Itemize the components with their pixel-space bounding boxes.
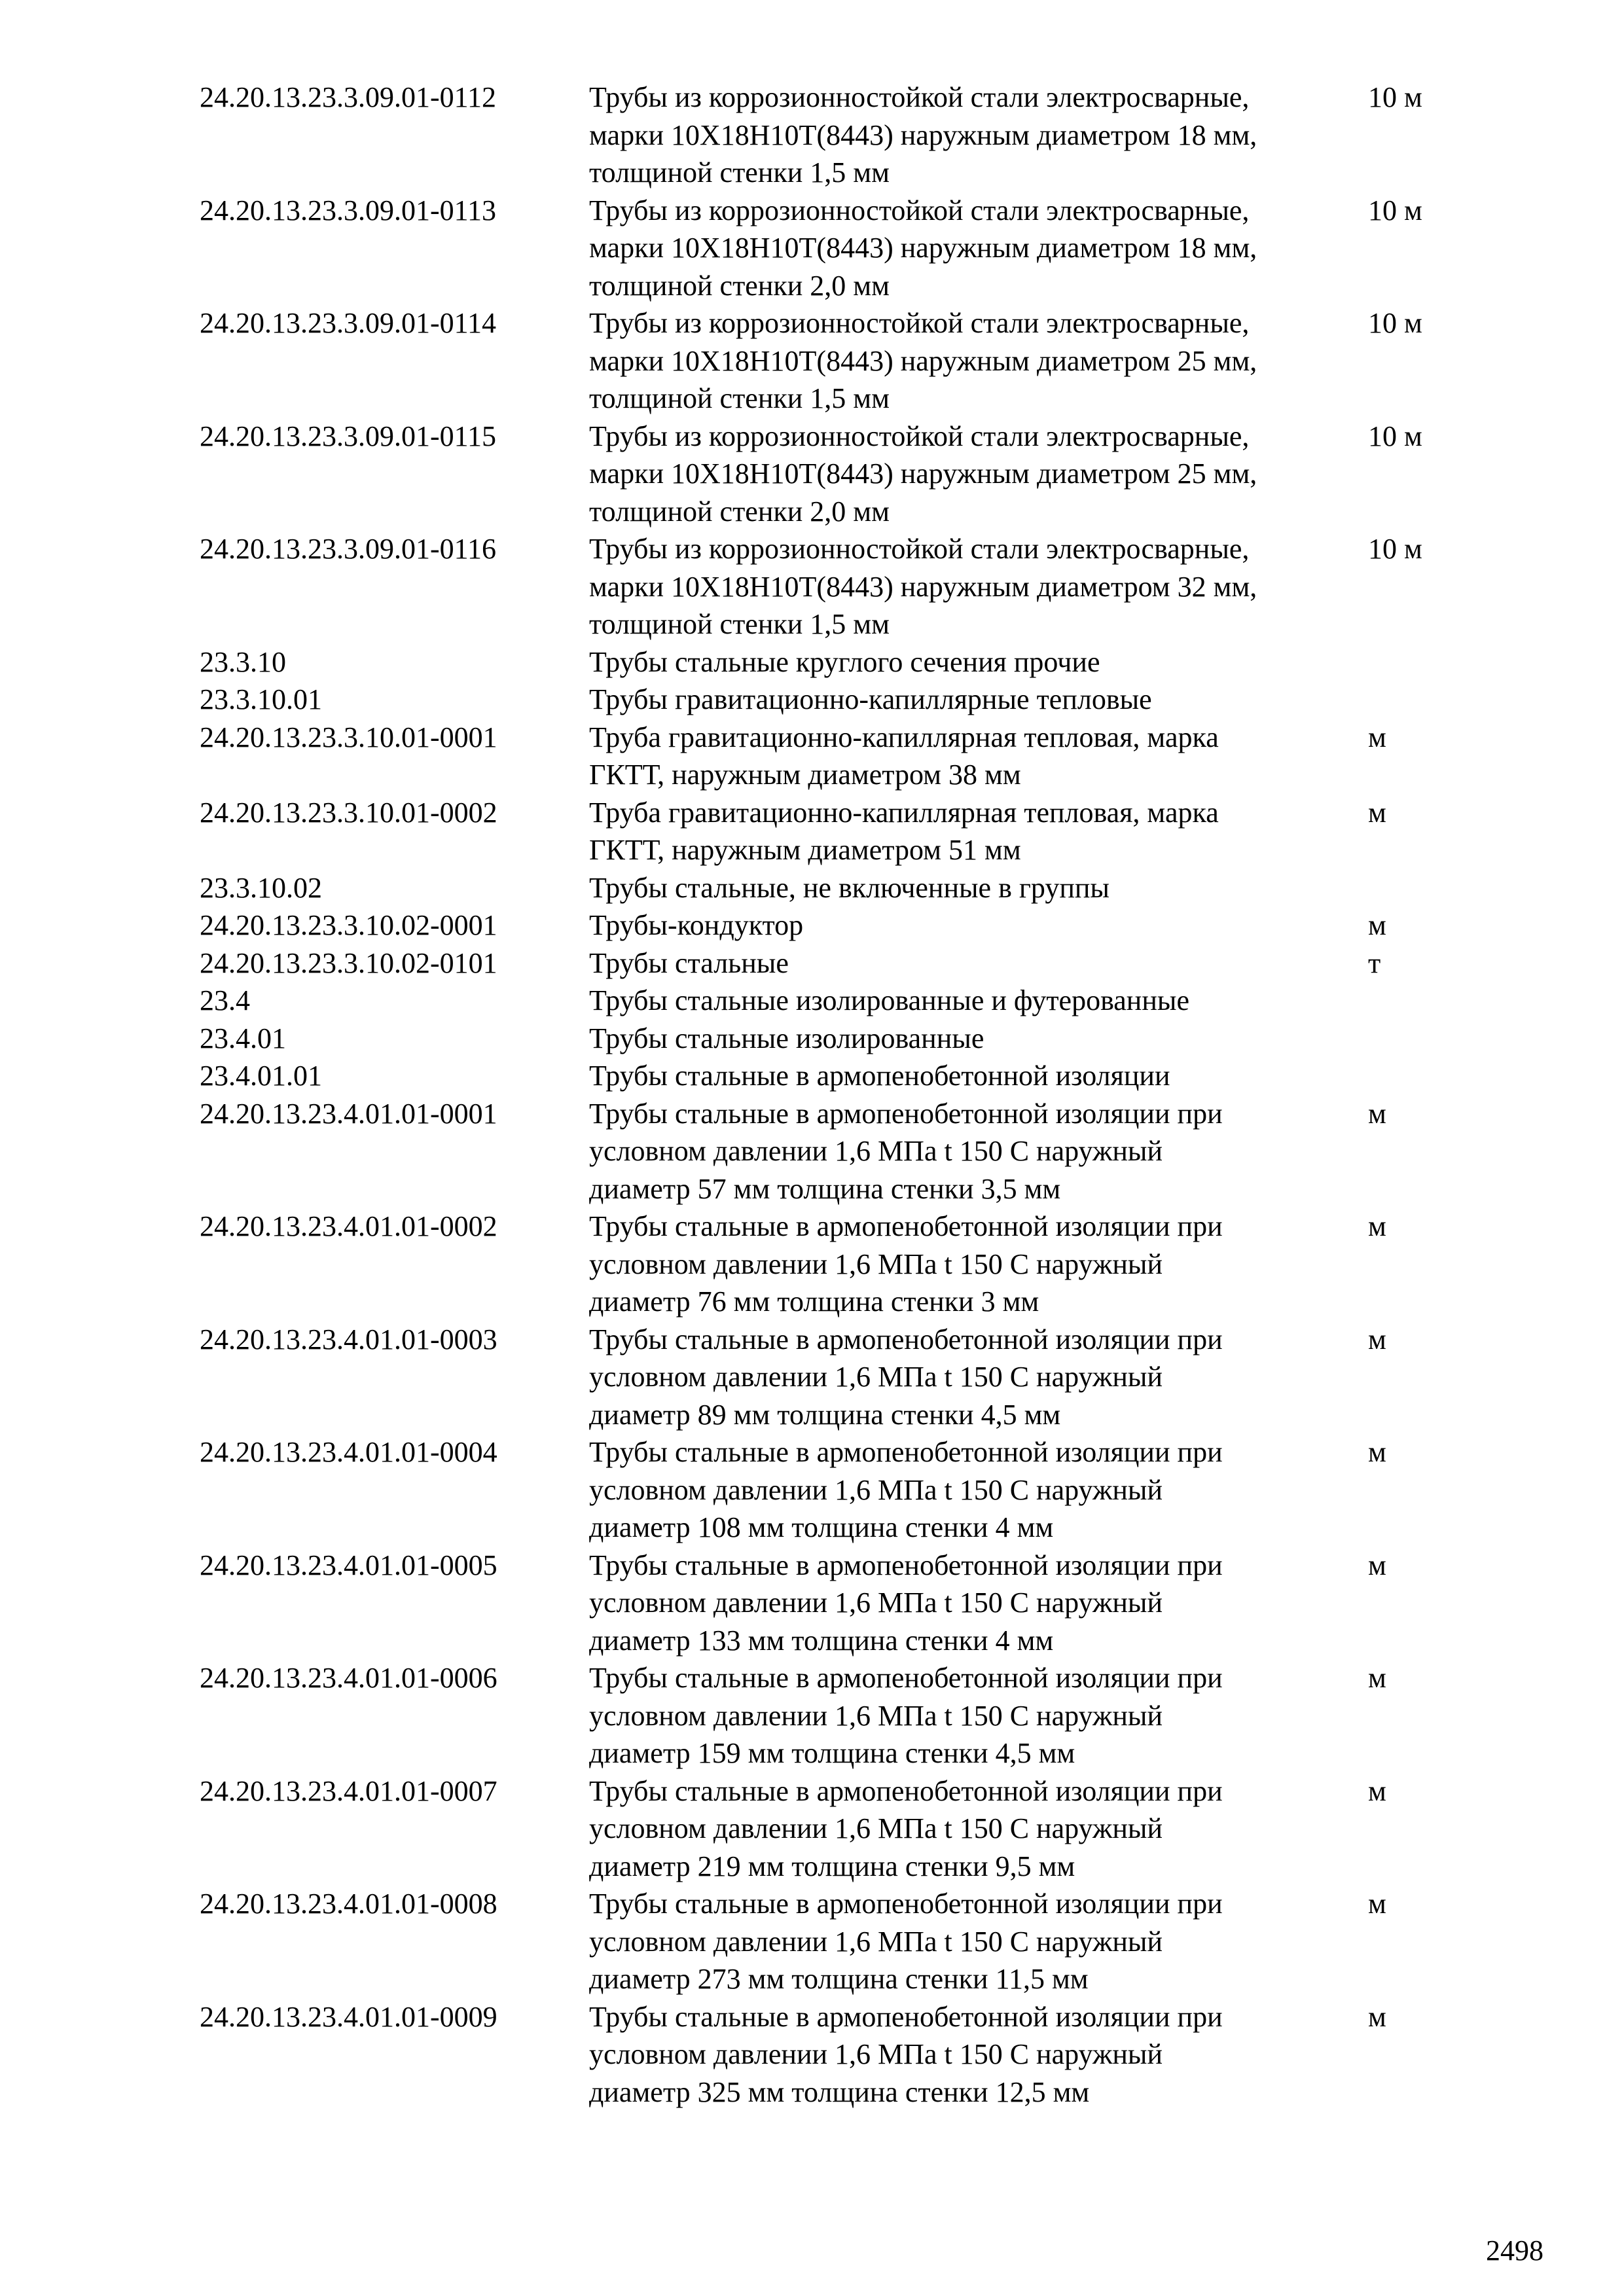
resource-code: 24.20.13.23.3.10.02-0001 xyxy=(200,909,497,941)
resource-name xyxy=(589,719,1368,794)
resource-name xyxy=(589,1772,1368,1886)
resource-name xyxy=(589,304,1368,418)
resource-code: 24.20.13.23.3.09.01-0116 xyxy=(200,533,497,565)
resource-code: 24.20.13.23.3.09.01-0115 xyxy=(200,420,497,452)
resource-name-line: толщиной стенки 1,5 мм xyxy=(589,608,890,640)
table-row xyxy=(200,944,1483,982)
resource-code: 23.3.10 xyxy=(200,645,286,678)
resource-name-line: марки 10Х18Н10Т(8443) наружным диаметром 32 мм, xyxy=(589,570,1257,603)
unit-of-measure xyxy=(1368,681,1483,719)
page-number: 2498 xyxy=(1486,2234,1543,2267)
unit-of-measure xyxy=(1368,643,1483,681)
resource-name-line: диаметр 325 мм толщина стенки 12,5 мм xyxy=(589,2075,1090,2108)
resource-name-line: условном давлении 1,6 МПа t 150 С наружный xyxy=(589,1587,1163,1619)
resource-name-line: диаметр 89 мм толщина стенки 4,5 мм xyxy=(589,1398,1061,1431)
resource-name-line: марки 10Х18Н10Т(8443) наружным диаметром 18 мм, xyxy=(589,232,1257,264)
resource-name-line: Трубы стальные в армопенобетонной изоляции при xyxy=(589,1210,1223,1242)
resource-name xyxy=(589,1998,1368,2111)
resource-name-line: Трубы из коррозионностойкой стали электросварные, xyxy=(589,194,1250,226)
resource-name xyxy=(589,1433,1368,1547)
table-row xyxy=(200,1659,1483,1772)
unit-of-measure: м xyxy=(1368,1888,1386,1920)
unit-of-measure: м xyxy=(1368,796,1386,829)
resource-name-line: диаметр 159 мм толщина стенки 4,5 мм xyxy=(589,1737,1075,1769)
resource-name-line: диаметр 108 мм толщина стенки 4 мм xyxy=(589,1511,1054,1543)
resource-name xyxy=(589,681,1368,719)
resource-code: 23.4.01.01 xyxy=(200,1060,322,1092)
resource-name-line: Трубы стальные изолированные и футерованные xyxy=(589,984,1189,1016)
resource-name-line: диаметр 57 мм толщина стенки 3,5 мм xyxy=(589,1172,1061,1205)
resource-name xyxy=(589,192,1368,305)
resource-name-line: условном давлении 1,6 МПа t 150 С наружный xyxy=(589,1361,1163,1393)
table-row xyxy=(200,79,1483,192)
resource-name-line: условном давлении 1,6 МПа t 150 С наружный xyxy=(589,1699,1163,1732)
resource-code: 24.20.13.23.4.01.01-0007 xyxy=(200,1774,497,1807)
resource-name-line: толщиной стенки 2,0 мм xyxy=(589,269,890,302)
table-row xyxy=(200,869,1483,907)
resource-code: 24.20.13.23.3.09.01-0114 xyxy=(200,307,497,339)
unit-of-measure: 10 м xyxy=(1368,194,1422,226)
unit-of-measure xyxy=(1368,1020,1483,1058)
unit-of-measure: т xyxy=(1368,946,1381,979)
unit-of-measure: м xyxy=(1368,909,1386,941)
resource-code: 24.20.13.23.3.10.01-0001 xyxy=(200,721,497,753)
table-row xyxy=(200,1321,1483,1434)
resource-name xyxy=(589,79,1368,192)
resource-name-line: толщиной стенки 1,5 мм xyxy=(589,382,890,414)
resource-name xyxy=(589,1321,1368,1434)
resource-name-line: Труба гравитационно-капиллярная тепловая, марка xyxy=(589,796,1219,829)
resource-name-line: Трубы стальные, не включенные в группы xyxy=(589,871,1110,904)
table-row xyxy=(200,418,1483,531)
resource-name xyxy=(589,643,1368,681)
unit-of-measure: м xyxy=(1368,1097,1386,1130)
resource-name-line: Трубы стальные круглого сечения прочие xyxy=(589,645,1100,678)
resource-name-line: условном давлении 1,6 МПа t 150 С наружный xyxy=(589,1925,1163,1958)
resource-name-line: условном давлении 1,6 МПа t 150 С наружный xyxy=(589,1812,1163,1844)
resource-name-line: условном давлении 1,6 МПа t 150 С наружный xyxy=(589,1247,1163,1280)
resource-name-line: Трубы из коррозионностойкой стали электросварные, xyxy=(589,307,1250,339)
unit-of-measure: м xyxy=(1368,1436,1386,1468)
resource-name xyxy=(589,530,1368,643)
resource-code: 24.20.13.23.4.01.01-0005 xyxy=(200,1549,497,1581)
unit-of-measure: м xyxy=(1368,1323,1386,1355)
resource-code: 23.4 xyxy=(200,984,250,1016)
unit-of-measure xyxy=(1368,982,1483,1020)
resource-name xyxy=(589,1208,1368,1321)
resource-name xyxy=(589,982,1368,1020)
resource-name-line: диаметр 76 мм толщина стенки 3 мм xyxy=(589,1285,1039,1318)
resource-name-line: Трубы-кондуктор xyxy=(589,909,804,941)
table-row xyxy=(200,794,1483,869)
table-row xyxy=(200,1208,1483,1321)
resource-name xyxy=(589,1547,1368,1660)
resource-name-line: условном давлении 1,6 МПа t 150 С наружный xyxy=(589,2038,1163,2070)
resource-name-line: марки 10Х18Н10Т(8443) наружным диаметром 18 мм, xyxy=(589,118,1257,151)
resource-name-line: диаметр 273 мм толщина стенки 11,5 мм xyxy=(589,1963,1089,1995)
unit-of-measure xyxy=(1368,1057,1483,1095)
unit-of-measure: 10 м xyxy=(1368,307,1422,339)
resource-name xyxy=(589,1095,1368,1208)
unit-of-measure: м xyxy=(1368,721,1386,753)
unit-of-measure: м xyxy=(1368,1549,1386,1581)
unit-of-measure: м xyxy=(1368,2000,1386,2033)
unit-of-measure: 10 м xyxy=(1368,533,1422,565)
resource-name-line: Трубы из коррозионностойкой стали электросварные, xyxy=(589,81,1250,113)
resource-name xyxy=(589,944,1368,982)
resource-name-line: Трубы стальные в армопенобетонной изоляции при xyxy=(589,1662,1223,1694)
table-row xyxy=(200,681,1483,719)
resource-name-line: Трубы из коррозионностойкой стали электросварные, xyxy=(589,533,1250,565)
table-row xyxy=(200,1433,1483,1547)
resource-name xyxy=(589,418,1368,531)
resource-name-line: Трубы стальные в армопенобетонной изоляции при xyxy=(589,1436,1223,1468)
resource-code: 24.20.13.23.4.01.01-0004 xyxy=(200,1436,497,1468)
resource-name xyxy=(589,1885,1368,1998)
table-row xyxy=(200,530,1483,643)
unit-of-measure: 10 м xyxy=(1368,81,1422,113)
resource-code: 24.20.13.23.3.10.01-0002 xyxy=(200,796,497,829)
table-row xyxy=(200,982,1483,1020)
resource-code: 24.20.13.23.3.09.01-0112 xyxy=(200,81,497,113)
resource-name-line: Трубы стальные в армопенобетонной изоляции при xyxy=(589,1323,1223,1355)
catalog-table xyxy=(200,79,1483,2111)
resource-name xyxy=(589,1020,1368,1058)
table-row xyxy=(200,1885,1483,1998)
table-row xyxy=(200,1057,1483,1095)
table-row xyxy=(200,906,1483,944)
resource-name-line: диаметр 219 мм толщина стенки 9,5 мм xyxy=(589,1850,1075,1882)
table-row xyxy=(200,1547,1483,1660)
unit-of-measure: 10 м xyxy=(1368,420,1422,452)
resource-name-line: Трубы стальные в армопенобетонной изоляции при xyxy=(589,1549,1223,1581)
resource-code: 24.20.13.23.4.01.01-0003 xyxy=(200,1323,497,1355)
resource-name-line: Трубы стальные xyxy=(589,946,789,979)
unit-of-measure: м xyxy=(1368,1662,1386,1694)
unit-of-measure xyxy=(1368,869,1483,907)
resource-name-line: Трубы из коррозионностойкой стали электросварные, xyxy=(589,420,1250,452)
resource-code: 23.4.01 xyxy=(200,1022,286,1054)
resource-name-line: Трубы стальные в армопенобетонной изоляции при xyxy=(589,1888,1223,1920)
resource-code: 24.20.13.23.3.09.01-0113 xyxy=(200,194,497,226)
unit-of-measure: м xyxy=(1368,1774,1386,1807)
resource-code: 24.20.13.23.4.01.01-0001 xyxy=(200,1097,497,1130)
resource-name-line: толщиной стенки 2,0 мм xyxy=(589,495,890,528)
resource-name-line: Трубы стальные в армопенобетонной изоляции при xyxy=(589,1097,1223,1130)
resource-name-line: Трубы стальные в армопенобетонной изоляции при xyxy=(589,1774,1223,1807)
resource-name-line: Трубы гравитационно-капиллярные тепловые xyxy=(589,683,1152,715)
table-row xyxy=(200,1095,1483,1208)
resource-name-line: Трубы стальные изолированные xyxy=(589,1022,984,1054)
resource-name-line: Труба гравитационно-капиллярная тепловая, марка xyxy=(589,721,1219,753)
table-row xyxy=(200,1998,1483,2111)
resource-code: 24.20.13.23.4.01.01-0009 xyxy=(200,2000,497,2033)
resource-name-line: Трубы стальные в армопенобетонной изоляции xyxy=(589,1060,1170,1092)
resource-name-line: диаметр 133 мм толщина стенки 4 мм xyxy=(589,1624,1054,1657)
resource-code: 24.20.13.23.4.01.01-0008 xyxy=(200,1888,497,1920)
resource-name xyxy=(589,906,1368,944)
resource-name xyxy=(589,1057,1368,1095)
table-row xyxy=(200,304,1483,418)
resource-code: 24.20.13.23.4.01.01-0002 xyxy=(200,1210,497,1242)
resource-name xyxy=(589,1659,1368,1772)
resource-code: 23.3.10.01 xyxy=(200,683,322,715)
resource-name-line: ГКТТ, наружным диаметром 38 мм xyxy=(589,759,1021,791)
table-row xyxy=(200,1020,1483,1058)
resource-name xyxy=(589,794,1368,869)
resource-name-line: условном давлении 1,6 МПа t 150 С наружный xyxy=(589,1135,1163,1167)
resource-name-line: условном давлении 1,6 МПа t 150 С наружный xyxy=(589,1473,1163,1506)
resource-name-line: марки 10Х18Н10Т(8443) наружным диаметром 25 мм, xyxy=(589,344,1257,377)
resource-code: 24.20.13.23.4.01.01-0006 xyxy=(200,1662,497,1694)
unit-of-measure: м xyxy=(1368,1210,1386,1242)
resource-code: 24.20.13.23.3.10.02-0101 xyxy=(200,946,497,979)
table-row xyxy=(200,1772,1483,1886)
resource-name-line: марки 10Х18Н10Т(8443) наружным диаметром 25 мм, xyxy=(589,457,1257,490)
resource-name-line: Трубы стальные в армопенобетонной изоляции при xyxy=(589,2000,1223,2033)
table-row xyxy=(200,192,1483,305)
resource-code: 23.3.10.02 xyxy=(200,871,322,904)
resource-name-line: толщиной стенки 1,5 мм xyxy=(589,156,890,188)
table-row xyxy=(200,719,1483,794)
resource-name xyxy=(589,869,1368,907)
resource-name-line: ГКТТ, наружным диаметром 51 мм xyxy=(589,834,1021,866)
table-row xyxy=(200,643,1483,681)
